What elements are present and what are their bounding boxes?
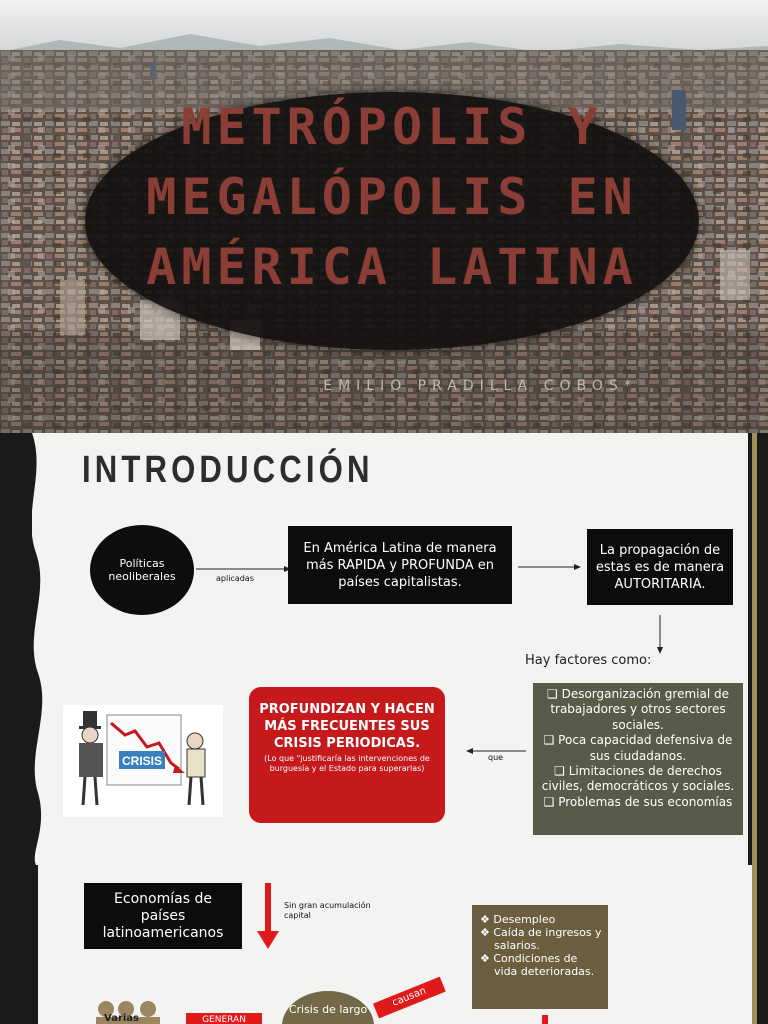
left-edge [0, 865, 38, 1024]
neoliberal-policies-circle: Políticas neoliberales [90, 525, 194, 615]
right-edge [757, 865, 768, 1024]
cartoon-crisis-word: CRISIS [121, 754, 163, 768]
consequences-box [472, 905, 608, 1009]
arrow-right-icon [518, 561, 582, 573]
factor-item: ❑ Problemas de sus economías [543, 794, 733, 809]
author-name: EMILIO PRADILLA COBOS* [323, 378, 637, 394]
consequence-item: ❖ Desempleo [480, 913, 556, 926]
propagation-box: La propagación de estas es de manera AUTORITARIA. [587, 529, 733, 605]
label-que: que [488, 753, 504, 762]
latin-america-box: En América Latina de manera más RAPIDA y PROFUNDA en países capitalistas. [288, 526, 512, 604]
red-arrow-down-icon [256, 883, 280, 951]
factor-item: ❑ Poca capacidad defensiva de sus ciudadanos. [543, 733, 733, 763]
crisis-circle: Crisis de largo [282, 991, 374, 1024]
economies-box: Economías de países latinoamericanos [84, 883, 242, 949]
label-varias: Varias [104, 1013, 139, 1024]
consequence-item: ❖ Caída de ingresos y salarios. [480, 926, 602, 952]
factors-label: Hay factores como: [525, 653, 652, 668]
red-arrow-stub [542, 1015, 548, 1024]
label-sin-acumulacion: Sin gran acumulación capital [284, 901, 371, 920]
gold-rule [752, 433, 757, 865]
factor-item: ❑ Desorganización gremial de trabajadores y otros sectores sociales. [547, 687, 729, 732]
section-heading: INTRODUCCIÓN [82, 449, 374, 491]
presentation-title: METRÓPOLIS Y MEGALÓPOLIS EN AMÉRICA LATINA [146, 98, 638, 296]
economies-slide [0, 865, 768, 1024]
crisis-note: (Lo que "justificaría las intervenciones de burguesía y el Estado para superarlas) [264, 754, 430, 773]
title-slide [0, 0, 768, 433]
generan-arrow: GENERAN [186, 1013, 262, 1024]
consequence-item: ❖ Condiciones de vida deterioradas. [480, 952, 595, 978]
factor-item: ❑ Limitaciones de derechos civiles, democráticos y sociales. [541, 764, 735, 794]
factors-list [533, 683, 743, 835]
label-aplicadas: aplicadas [216, 574, 254, 583]
intro-slide [0, 433, 768, 865]
crisis-box [249, 687, 445, 823]
causan-arrow: causan [373, 977, 446, 1019]
wave-edge-decoration [0, 433, 48, 865]
crisis-main-text: PROFUNDIZAN Y HACEN MÁS FRECUENTES SUS CRISIS PERIODICAS. [259, 702, 435, 751]
crisis-cartoon-image [63, 705, 223, 817]
arrow-down-icon [654, 615, 666, 655]
